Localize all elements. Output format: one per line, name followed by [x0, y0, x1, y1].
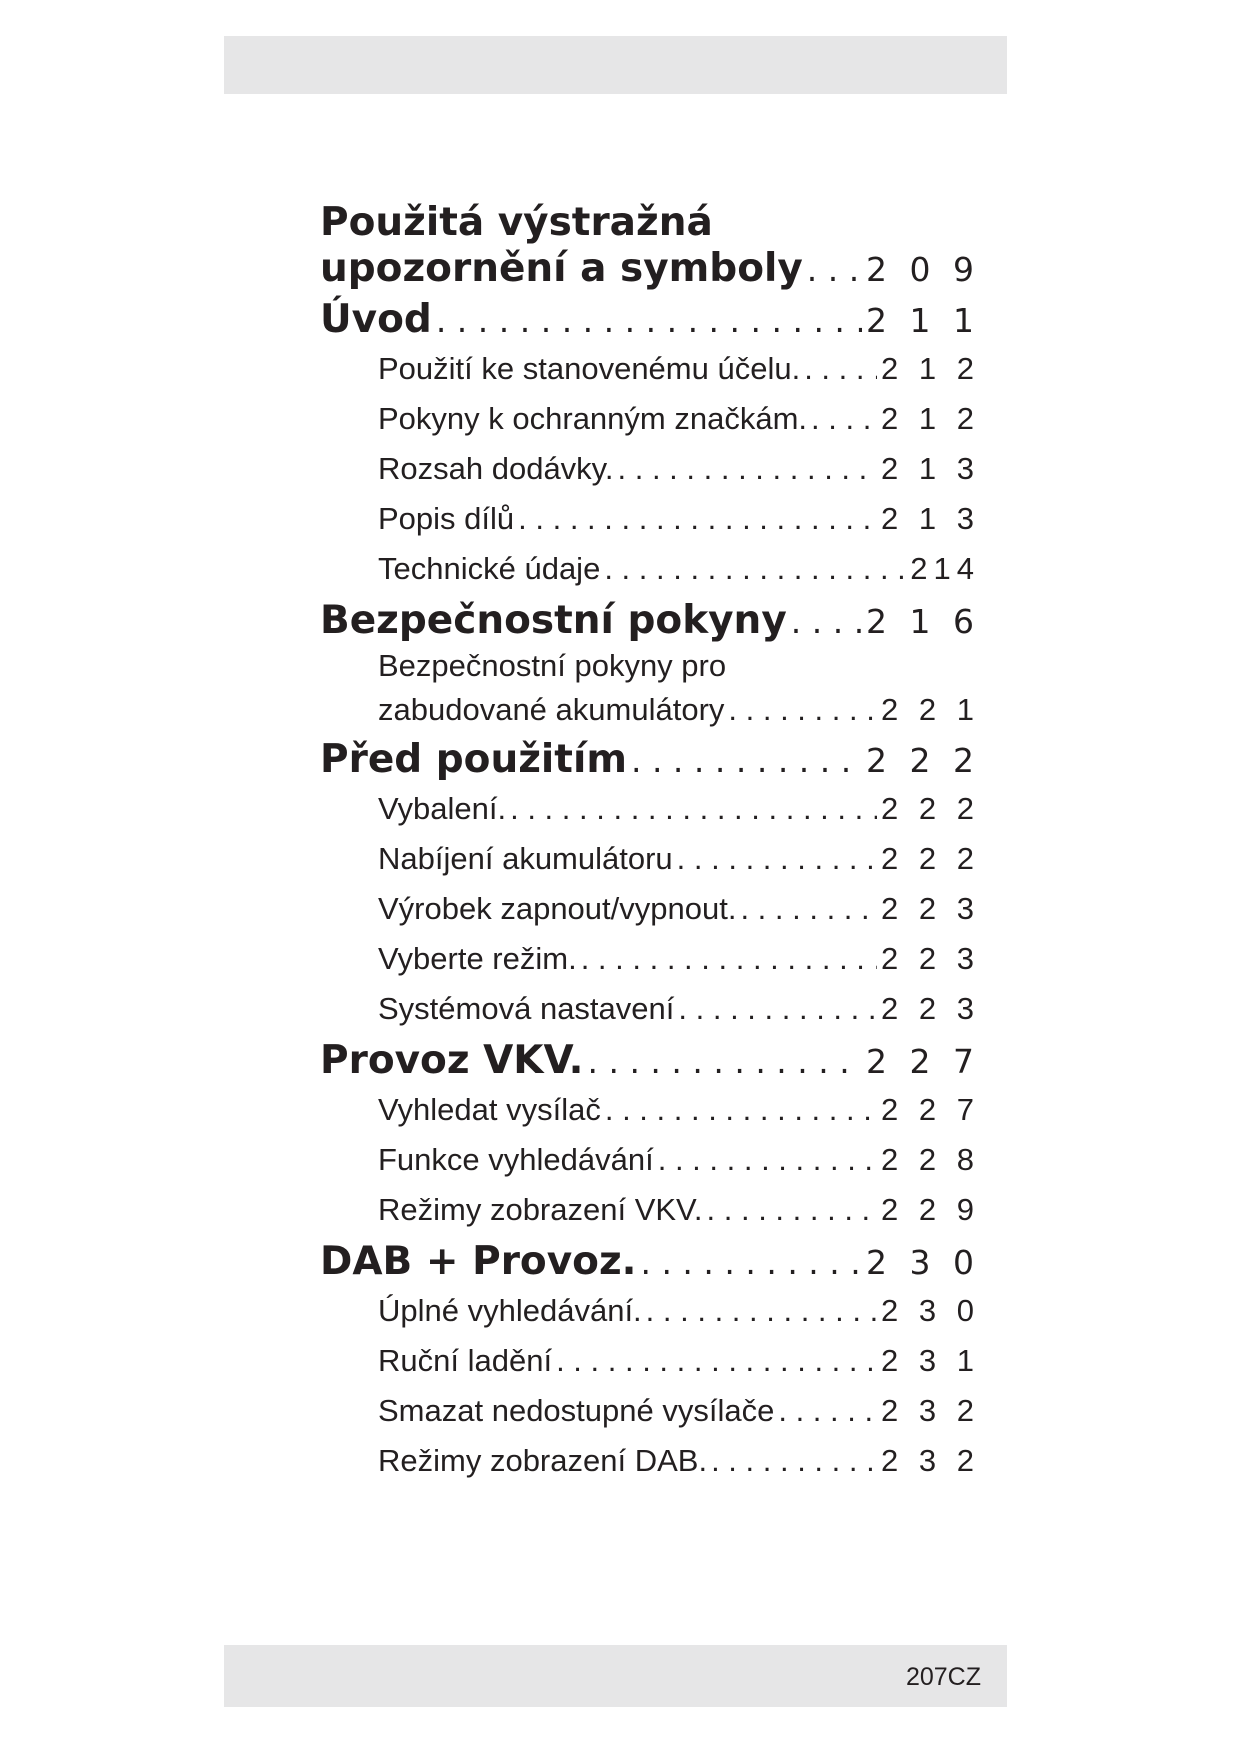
dot-leader: [778, 1386, 877, 1436]
dot-leader: [677, 834, 877, 884]
toc-subentry-title: Použití ke stanovenému účelu.: [378, 351, 801, 386]
dot-leader: [707, 1185, 878, 1235]
toc-subentry-title: Úplné vyhledávání.: [378, 1293, 642, 1328]
dot-leader: [510, 784, 877, 834]
toc-page-number: 2 1 6: [866, 602, 980, 641]
dot-leader: [604, 544, 906, 594]
toc-subentry[interactable]: [320, 1436, 980, 1486]
toc-page-number: 2 2 2: [866, 741, 980, 780]
toc-subentry[interactable]: [320, 984, 980, 1034]
toc-page-number: 2 2 2: [881, 791, 980, 826]
toc-heading[interactable]: [320, 297, 980, 344]
toc-heading[interactable]: [320, 1239, 980, 1286]
toc-heading[interactable]: [320, 598, 980, 645]
dot-leader: [436, 298, 862, 344]
toc-page-number: 2 2 3: [881, 941, 980, 976]
toc-page-number: 2 3 2: [881, 1443, 980, 1478]
table-of-contents: [320, 200, 980, 1486]
toc-page-number: 2 3 0: [881, 1293, 980, 1328]
toc-heading[interactable]: [320, 1038, 980, 1085]
toc-page-number: 2 1 2: [881, 401, 980, 436]
toc-subentry[interactable]: [320, 1135, 980, 1185]
dot-leader: [581, 934, 877, 984]
toc-heading-title: upozornění a symboly: [320, 246, 803, 291]
toc-subentry[interactable]: [320, 884, 980, 934]
dot-leader: [791, 599, 862, 645]
toc-subentry[interactable]: [320, 687, 980, 733]
toc-subentry-title: Pokyny k ochranným značkám.: [378, 401, 808, 436]
toc-page-number: 2 2 3: [881, 891, 980, 926]
toc-page-number: 2 3 1: [881, 1343, 980, 1378]
toc-heading[interactable]: [320, 246, 980, 293]
toc-heading-title: Před použitím: [320, 737, 627, 782]
toc-subentry-title: Funkce vyhledávání: [378, 1142, 654, 1177]
toc-subentry[interactable]: [320, 1085, 980, 1135]
dot-leader: [646, 1286, 877, 1336]
toc-heading-title: Bezpečnostní pokyny: [320, 598, 787, 643]
dot-leader: [631, 738, 862, 784]
toc-subentry-title: Rozsah dodávky.: [378, 451, 614, 486]
toc-page-number: 2 1 2: [881, 351, 980, 386]
toc-page-number: 2 1 1: [866, 301, 980, 340]
toc-page-number: 2 1 3: [881, 451, 980, 486]
toc-page-number: 2 2 1: [881, 692, 980, 727]
toc-subentry[interactable]: [320, 394, 980, 444]
toc-heading-title: Provoz VKV.: [320, 1038, 584, 1083]
toc-heading[interactable]: [320, 737, 980, 784]
toc-subentry-title: Režimy zobrazení DAB.: [378, 1443, 708, 1478]
dot-leader: [658, 1135, 877, 1185]
page-number: 207CZ: [905, 1663, 981, 1691]
dot-leader: [811, 394, 877, 444]
dot-leader: [678, 984, 877, 1034]
toc-page-number: 2 2 7: [866, 1042, 980, 1081]
toc-subentry[interactable]: [320, 444, 980, 494]
footer-band: [224, 1645, 1007, 1707]
dot-leader: [804, 344, 877, 394]
toc-subentry-title: Systémová nastavení: [378, 991, 675, 1026]
toc-subentry-title: Nabíjení akumulátoru: [378, 841, 673, 876]
dot-leader: [740, 884, 877, 934]
toc-subentry-title: Bezpečnostní pokyny pro: [378, 648, 727, 683]
toc-subentry-title: Vyhledat vysílač: [378, 1092, 601, 1127]
dot-leader: [618, 444, 878, 494]
toc-page-number: 2 3 2: [881, 1393, 980, 1428]
toc-heading-title: Použitá výstražná: [320, 200, 713, 245]
toc-heading-title: Úvod: [320, 297, 432, 342]
toc-subentry-title: Výrobek zapnout/vypnout.: [378, 891, 737, 926]
toc-page-number: 2 0 9: [866, 250, 980, 289]
toc-subentry-title: Ruční ladění: [378, 1343, 553, 1378]
dot-leader: [640, 1240, 862, 1286]
dot-leader: [711, 1436, 877, 1486]
toc-page-number: 2 3 0: [866, 1243, 980, 1282]
toc-subentry-title: Smazat nedostupné vysílače: [378, 1393, 775, 1428]
toc-page-number: 2 2 2: [881, 841, 980, 876]
toc-subentry[interactable]: [320, 934, 980, 984]
dot-leader: [728, 687, 877, 733]
toc-page-number: 2 2 8: [881, 1142, 980, 1177]
toc-subentry-title: Popis dílů: [378, 501, 515, 536]
toc-subentry[interactable]: [320, 1185, 980, 1235]
toc-subentry[interactable]: [320, 544, 980, 594]
toc-subentry[interactable]: [320, 494, 980, 544]
dot-leader: [807, 247, 862, 293]
toc-subentry[interactable]: [320, 1286, 980, 1336]
toc-subentry-title: Technické údaje: [378, 551, 601, 586]
toc-page-number: 2 1 3: [881, 501, 980, 536]
toc-subentry-title: zabudované akumulátory: [378, 692, 725, 727]
toc-page-number: 214: [910, 551, 980, 586]
dot-leader: [518, 494, 877, 544]
toc-page-number: 2 2 3: [881, 991, 980, 1026]
toc-subentry[interactable]: [320, 1336, 980, 1386]
toc-subentry-title: Režimy zobrazení VKV.: [378, 1192, 703, 1227]
dot-leader: [556, 1336, 877, 1386]
toc-heading[interactable]: [320, 200, 980, 246]
toc-subentry-title: Vyberte režim.: [378, 941, 577, 976]
header-band: [224, 36, 1007, 94]
toc-page-number: 2 2 7: [881, 1092, 980, 1127]
toc-heading-title: DAB + Provoz.: [320, 1239, 637, 1284]
toc-subentry[interactable]: [320, 344, 980, 394]
toc-subentry[interactable]: [320, 834, 980, 884]
toc-subentry[interactable]: [320, 645, 980, 687]
toc-page-number: 2 2 9: [881, 1192, 980, 1227]
toc-subentry[interactable]: [320, 784, 980, 834]
toc-subentry[interactable]: [320, 1386, 980, 1436]
dot-leader: [605, 1085, 877, 1135]
dot-leader: [587, 1039, 862, 1085]
toc-subentry-title: Vybalení.: [378, 791, 507, 826]
